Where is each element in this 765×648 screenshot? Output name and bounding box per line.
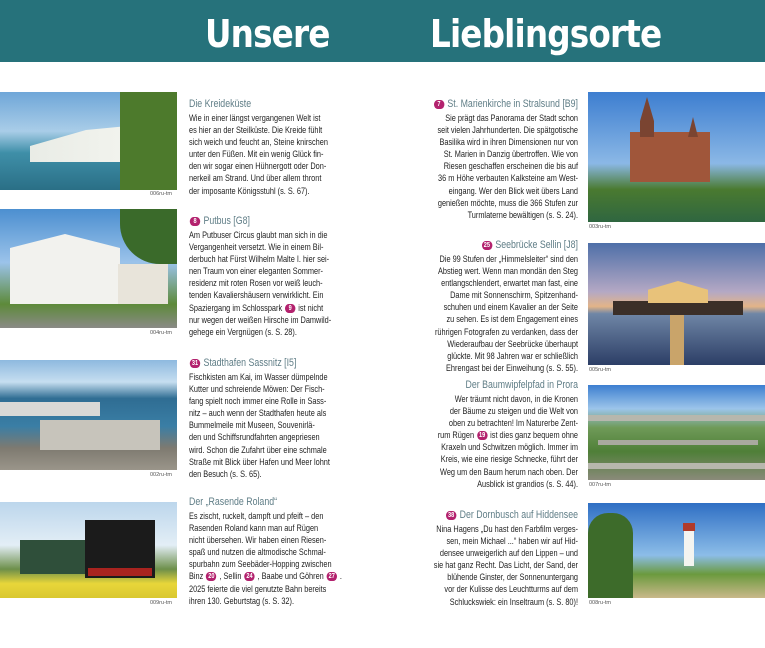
body-text-line: nerkeil am Strand. Und über allem thront — [189, 173, 322, 184]
entry-title — [426, 509, 578, 522]
entry-dornbusch — [426, 509, 578, 608]
body-text-line: Kraxeln und Schwitzen möglich. Immer im — [441, 442, 578, 453]
body-text-line: Rasenden Roland kann man auf Rügen — [189, 523, 319, 534]
body-text-line: Binz 20 , Sellin 24 , Baabe und Göhren 27 . — [189, 571, 342, 582]
body-text-line: Wiederaufbau der Seebrücke überhaupt — [447, 338, 578, 349]
body-text-line: es hier an der Steilküste. Die Kreide fühlt — [189, 125, 323, 136]
entry-title-text: Seebrücke Sellin [J8] — [495, 239, 578, 251]
entry-title — [426, 239, 578, 252]
body-text-line: Turmlaterne bewältigen (s. S. 24). — [467, 209, 578, 220]
body-text-line: Fischkisten am Kai, im Wasser dümpelnde — [189, 372, 328, 382]
entry-title — [189, 215, 341, 228]
entry-title — [426, 379, 578, 392]
body-text-line: residenz mit roten Rosen vor weiß leuch- — [189, 278, 323, 289]
body-text-line: Kutter und schreiende Möwen: Der Fisch- — [189, 384, 325, 395]
entry-seebruecke-sellin — [426, 239, 578, 374]
entry-title — [189, 496, 341, 509]
location-number-badge: 19 — [477, 431, 487, 440]
body-text-line: tenden Kavaliershäusern verwirklicht. Ein — [189, 290, 324, 301]
entry-title-text: Der „Rasende Roland“ — [189, 496, 278, 508]
body-text-line: Am Putbuser Circus glaubt man sich in die — [189, 230, 328, 240]
body-text-line: Die 99 Stufen der „Himmelsleiter“ sind den — [439, 254, 578, 264]
body-text-line: Spaziergang im Schlosspark 9 ist nicht — [189, 302, 324, 313]
entry-title — [189, 357, 341, 370]
body-text-line: spaß und nutzen die altmodische Schmal- — [189, 547, 326, 558]
body-text-line: den wir sogar einen Hühnergott oder Don- — [189, 161, 327, 172]
body-text-line: Es zischt, ruckelt, dampft und pfeift – den — [189, 511, 324, 521]
body-text-line: St. Marien in Danzig übertroffen. Wie von — [443, 149, 578, 160]
body-text-line: vor der Kulisse des Leuchtturms auf dem — [444, 584, 578, 595]
entry-putbus — [189, 215, 341, 338]
location-number-badge: 24 — [244, 572, 254, 581]
body-text-line: Wer träumt nicht davon, in die Kronen — [454, 394, 578, 404]
body-text-line: Bummelmeile mit Museen, Souvenirlä- — [189, 420, 315, 431]
entry-title-text: Stadthafen Sassnitz [I5] — [203, 357, 297, 369]
body-text-line: oben zu betrachten! Im Naturerbe Zent- — [448, 418, 578, 429]
entry-title-text: Die Kreideküste — [189, 98, 252, 110]
body-text-line: nur wegen der weißen Hirsche im Damwild- — [189, 314, 332, 325]
entry-baumwipfelpfad — [426, 379, 578, 490]
photo-seebruecke-sellin — [588, 243, 765, 365]
body-text-line: glückte. Mit 98 Jahren war er schließlich — [447, 350, 578, 361]
body-text-line: Riesen geschaffen erscheinen die bis auf — [443, 161, 578, 172]
body-text-line: rum Rügen 19 ist dies ganz bequem ohne — [437, 430, 578, 441]
body-text-line: nicht übersehen. Wir haben einen Riesen- — [189, 535, 327, 546]
entry-title-text: Der Baumwipfelpfad in Prora — [465, 379, 578, 391]
body-text-line: Straße mit Blick über Hafen und Meer lohnt — [189, 456, 330, 467]
entry-title-text: St. Marienkirche in Stralsund [B9] — [447, 98, 578, 110]
title-word-lieblingsorte: Lieblingsorte — [430, 12, 662, 56]
body-text-line: der Bäume zu steigen und die Welt von — [449, 406, 578, 417]
entry-title-text: Der Dornbusch auf Hiddensee — [459, 509, 578, 521]
body-text-line: den und Schiffsrundfahrten angepriesen — [189, 432, 320, 443]
location-number-badge: 7 — [434, 100, 444, 109]
photo-credit: 008ru-tm — [589, 600, 612, 606]
body-text-line: rührigen Fotografen zu verdanken, dass der — [434, 326, 578, 337]
body-text-line: fang spielt noch immer eine Rolle in Sass- — [189, 396, 327, 407]
body-text-line: blühende Ginster, der Sonnenuntergang — [447, 572, 578, 583]
page-header — [0, 0, 765, 62]
body-text-line: gehege ein Vergnügen (s. S. 28). — [189, 326, 297, 337]
body-text-line: derbuch hat Fürst Wilhelm Malte I. hier sei- — [189, 254, 330, 265]
body-text-line: Kreis, wie eine riesige Schnecke, führt der — [440, 454, 578, 465]
photo-credit: 002ru-tm — [150, 472, 173, 478]
photo-marienkirche — [588, 92, 765, 222]
body-text-line: Schluckswiek: ein Inseltraum (s. S. 80)! — [449, 596, 578, 607]
body-text-line: nitz – auch wenn der Stadthafen heute als — [189, 408, 327, 419]
body-text-line: Wie in einer längst vergangenen Welt ist — [189, 113, 321, 123]
photo-credit: 003ru-tm — [589, 224, 612, 230]
location-number-badge: 8 — [190, 217, 200, 226]
body-text-line: Nina Hagens „Du hast den Farbfilm verges- — [436, 524, 578, 534]
body-text-line: seit vielen Jahrhunderten. Die spätgotische — [437, 125, 578, 136]
body-text-line: Weg um den Baum herum nach oben. Der — [440, 466, 578, 477]
entry-stadthafen-sassnitz — [189, 357, 341, 480]
body-text-line: Vergangenheit versetzt. Wie in einem Bil- — [189, 242, 324, 253]
body-text-line: Sie prägt das Panorama der Stadt schon — [445, 113, 578, 123]
entry-marienkirche — [426, 98, 578, 221]
body-text-line: Basilika wird in ihren Dimensionen nur von — [439, 137, 578, 148]
photo-credit: 004ru-tm — [150, 330, 173, 336]
body-text-line: der imposante Königsstuhl (s. S. 67). — [189, 185, 310, 196]
photo-credit: 009ru-tm — [150, 600, 173, 606]
body-text-line: schuhen und einem Kavalier an der Seite — [443, 302, 578, 313]
photo-credit: 006ru-tm — [150, 191, 173, 197]
body-text-line: ihren 130. Geburtstag (s. S. 32). — [189, 595, 294, 606]
body-text-line: 36 m Höhe verbauten Kalksteine am West- — [438, 173, 578, 184]
body-text-line: Abstieg wert. Wenn man mondän den Steg — [437, 266, 578, 277]
body-text-line: entlangschlendert, erwartet man fast, eine — [441, 278, 578, 289]
photo-sassnitz — [0, 360, 177, 470]
body-text-line: den Besuch (s. S. 65). — [189, 468, 262, 479]
body-text-line: densee unweigerlich auf den Lippen – und — [439, 548, 578, 559]
body-text-line: 2025 feierte die viel genutzte Bahn bereits — [189, 583, 327, 594]
entry-title — [189, 98, 341, 111]
body-text-line: Dame mit Sonnenschirm, Spitzenhand- — [450, 290, 578, 301]
photo-kreidekueste — [0, 92, 177, 190]
body-text-line: unter den Füßen. Mit ein wenig Glück fin- — [189, 149, 324, 160]
photo-credit: 005ru-tm — [589, 367, 612, 373]
body-text-line: zu sehen. Es ist dem Engagement eines — [446, 314, 578, 325]
photo-rasender-roland — [0, 502, 177, 598]
entry-title-text: Putbus [G8] — [203, 215, 250, 227]
body-text-line: spurbahn zum Seebäder-Hopping zwischen — [189, 559, 332, 570]
entry-rasender-roland — [189, 496, 341, 607]
body-text-line: genießen möchte, muss die 366 Stufen zur — [437, 197, 578, 208]
photo-credit: 007ru-tm — [589, 482, 612, 488]
body-text-line: sie hat ganz Recht. Das Licht, der Sand, der — [433, 560, 578, 571]
title-word-unsere: Unsere — [205, 12, 330, 56]
entry-title — [426, 98, 578, 111]
location-number-badge: 20 — [206, 572, 216, 581]
photo-baumwipfelpfad — [588, 385, 765, 480]
body-text-line: Ehrengast bei der Einweihung (s. S. 55). — [446, 362, 578, 373]
body-text-line: sich weich und feucht an, Steine knirschen — [189, 137, 328, 148]
photo-putbus — [0, 209, 177, 328]
location-number-badge: 38 — [446, 511, 456, 520]
body-text-line: Ausblick ist grandios (s. S. 44). — [477, 478, 578, 489]
location-number-badge: 31 — [190, 359, 200, 368]
body-text-line: wird. Schon die Zufahrt über eine schmale — [189, 444, 327, 455]
body-text-line: nen Traum von einer eleganten Sommer- — [189, 266, 324, 277]
entry-kreidekueste — [189, 98, 341, 197]
location-number-badge: 9 — [285, 304, 295, 313]
location-number-badge: 27 — [327, 572, 337, 581]
body-text-line: eingang. Wer den Blick weit übers Land — [448, 185, 578, 196]
body-text-line: sen, mein Michael ...“ haben wir auf Hid- — [446, 536, 578, 547]
photo-dornbusch-hiddensee — [588, 503, 765, 598]
location-number-badge: 25 — [482, 241, 492, 250]
